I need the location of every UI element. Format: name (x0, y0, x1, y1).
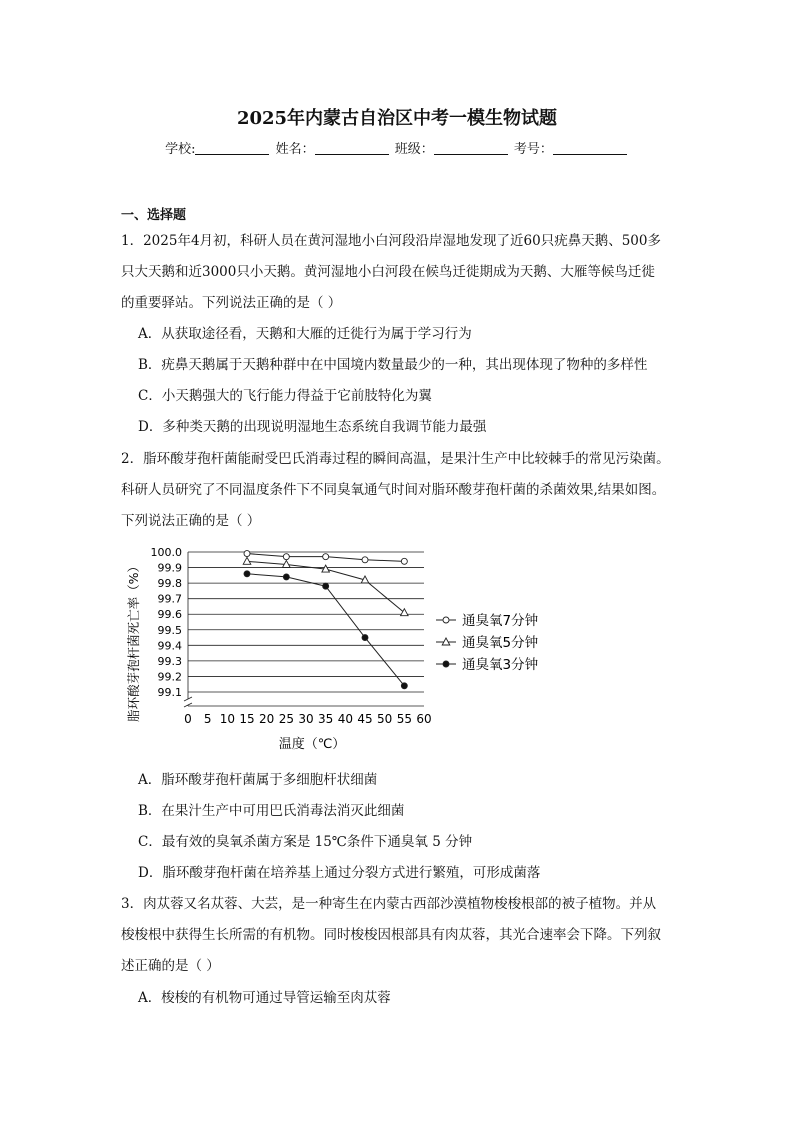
q2-stem-line: 下列说法正确的是（ ） (121, 513, 261, 529)
legend-marker (443, 617, 449, 623)
x-tick-label: 55 (396, 712, 412, 726)
q1-option-d: D．多种类天鹅的出现说明湿地生态系统自我调节能力最强 (138, 419, 487, 435)
chart-series (243, 551, 408, 689)
school-label: 学校: (165, 142, 196, 157)
q2-option-b: B．在果汁生产中可用巴氏消毒法消灭此细菌 (138, 803, 405, 819)
name-label: 姓名： (275, 142, 315, 157)
section-heading: 一、选择题 (121, 208, 187, 223)
data-point (323, 554, 329, 560)
legend-label: 通臭氧5分钟 (462, 635, 539, 651)
data-point (243, 557, 251, 564)
data-point (283, 554, 289, 560)
x-tick-label: 30 (298, 712, 314, 726)
axis-break-mark (184, 703, 192, 707)
q3-option-a: A．梭梭的有机物可通过导管运输至肉苁蓉 (138, 990, 391, 1006)
data-point (244, 571, 250, 577)
legend-label: 通臭氧7分钟 (462, 613, 539, 629)
x-tick-label: 10 (219, 712, 235, 726)
data-point (244, 551, 250, 557)
q3-stem-line: 述正确的是（ ） (121, 958, 220, 974)
chart-axes (151, 546, 432, 726)
class-blank (434, 141, 508, 155)
x-tick-label: 5 (203, 712, 212, 726)
y-tick-label: 99.2 (157, 670, 182, 684)
chart-legend (436, 613, 538, 673)
q3-stem-line: 梭梭根中获得生长所需的有机物。同时梭梭因根部具有肉苁蓉，其光合速率会下降。下列叙 (121, 927, 661, 943)
x-tick-label: 15 (239, 712, 255, 726)
sterilization-chart (124, 536, 564, 758)
y-tick-label: 99.3 (157, 654, 182, 668)
y-tick-label: 99.1 (157, 686, 182, 699)
data-point (283, 574, 289, 580)
y-tick-label: 99.7 (157, 592, 182, 606)
x-tick-label: 35 (318, 712, 334, 726)
data-point (401, 683, 407, 689)
data-point (401, 558, 407, 564)
x-axis-label: 温度（℃） (278, 737, 346, 752)
y-tick-label: 99.9 (157, 561, 182, 575)
q1-stem-line: 的重要驿站。下列说法正确的是（ ） (121, 295, 342, 311)
y-tick-label: 99.6 (157, 608, 182, 622)
data-point (323, 583, 329, 589)
q3-stem-line: 3．肉苁蓉又名苁蓉、大芸，是一种寄生在内蒙古西部沙漠植物梭梭根部的被子植物。并从 (121, 896, 657, 912)
data-point (401, 609, 409, 616)
q2-option-d: D．脂环酸芽孢杆菌在培养基上通过分裂方式进行繁殖，可形成菌落 (138, 865, 541, 881)
q2-option-c: C．最有效的臭氧杀菌方案是 15℃条件下通臭氧 5 分钟 (138, 834, 473, 850)
q1-stem-line: 只大天鹅和近3000只小天鹅。黄河湿地小白河段在候鸟迁徙期成为天鹅、大雁等候鸟迁徙 (121, 264, 655, 280)
id-blank (553, 141, 627, 155)
y-tick-label: 99.5 (157, 623, 182, 637)
q2-stem-line: 科研人员研究了不同温度条件下不同臭氧通气时间对脂环酸芽孢杆菌的杀菌效果,结果如图。 (121, 482, 666, 498)
school-blank (195, 141, 269, 155)
y-tick-label: 99.4 (157, 639, 182, 653)
y-tick-label: 99.8 (157, 577, 182, 591)
q2-stem-line: 2．脂环酸芽孢杆菌能耐受巴氏消毒过程的瞬间高温，是果汁生产中比较棘手的常见污染菌。 (121, 451, 670, 467)
y-tick-label: 100.0 (150, 546, 182, 559)
page-title: 2025年内蒙古自治区中考一模生物试题 (236, 108, 558, 129)
data-point (362, 635, 368, 641)
student-info-row (0, 138, 794, 157)
x-tick-label: 50 (377, 712, 393, 726)
data-point (362, 557, 368, 563)
x-tick-label: 60 (416, 712, 432, 726)
y-axis-label: 脂环酸芽孢杆菌死亡率（%） (126, 560, 141, 722)
q1-option-a: A．从获取途径看，天鹅和大雁的迁徙行为属于学习行为 (138, 326, 472, 342)
q1-option-b: B．疣鼻天鹅属于天鹅种群中在中国境内数量最少的一种，其出现体现了物种的多样性 (138, 357, 648, 373)
legend-label: 通臭氧3分钟 (462, 657, 539, 673)
x-tick-label: 0 (184, 712, 192, 726)
q1-option-c: C．小天鹅强大的飞行能力得益于它前肢特化为翼 (138, 388, 432, 404)
x-tick-label: 40 (337, 712, 353, 726)
id-label: 考号： (513, 142, 553, 157)
class-label: 班级： (394, 142, 434, 157)
legend-marker (443, 661, 449, 667)
q1-stem-line: 1．2025年4月初，科研人员在黄河湿地小白河段沿岸湿地发现了近60只疣鼻天鹅、500多 (121, 233, 661, 249)
x-tick-label: 45 (357, 712, 373, 726)
q2-option-a: A．脂环酸芽孢杆菌属于多细胞杆状细菌 (138, 772, 378, 788)
x-tick-label: 20 (259, 712, 275, 726)
name-blank (315, 141, 389, 155)
x-tick-label: 25 (278, 712, 294, 726)
